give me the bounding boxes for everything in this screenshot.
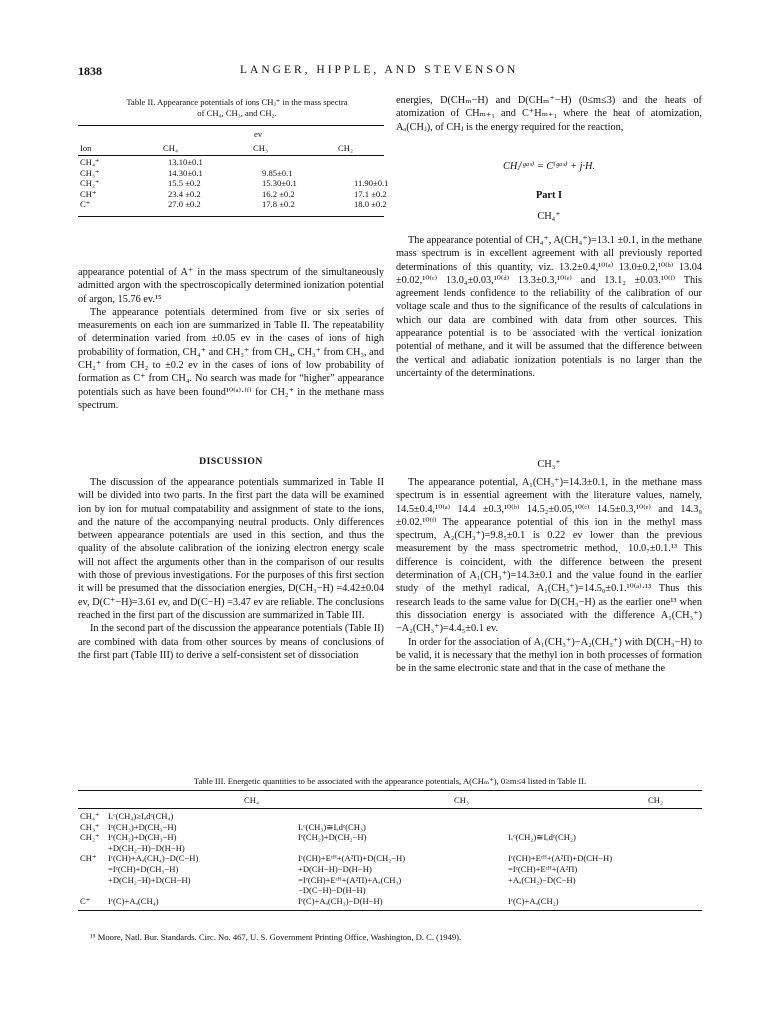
- table-cell: [78, 885, 106, 896]
- ch4-subheading: CH₄⁺: [537, 211, 561, 222]
- table-cell: CH₄⁺: [80, 157, 100, 167]
- table-cell: Iᵥᶜ(CH₂)≅Iₐdᶜ(CH₂): [508, 832, 576, 843]
- table-cell: [78, 843, 106, 854]
- table-row: [78, 822, 696, 833]
- table-cell: +D(CH−H)−D(H−H): [298, 863, 372, 874]
- table-cell: CH⁺: [80, 853, 97, 864]
- table-row: [78, 885, 696, 896]
- table-cell: CH₃⁺: [80, 821, 100, 832]
- table-cell: 17.1 ±0.2: [354, 188, 387, 199]
- table-cell: [78, 864, 106, 875]
- table-cell: [296, 843, 506, 854]
- table2-top-rule: [78, 125, 384, 126]
- table-cell: [506, 811, 696, 822]
- table-cell: 14.30±0.1: [168, 167, 203, 178]
- left-paragraph-3: The discussion of the appearance potentials summarized in Table II will be divided into two parts. In the first part the data will be examined ion by ion for mutual compatability and assignment of state to the ions, and the nature of the accompanying neutral products. Only differences between appearance potentials are used in this section, and thus the quality of the absolute calibration of the ionizing electron energy scale will not affect the arguments other than in the comparison of our results with those of previous investigations. For the purposes of this first section it will be presumed that the dissociation energies, D(CH₃−H) =4.42±0.04 ev, D(C⁺−H)=3.61 ev, and D(C−H) =3.47 ev are reliable. The conclusions reached in the first part of the discussion are summarized in Table III.: [78, 477, 384, 621]
- footnote: ¹⁵ Moore, Natl. Bur. Standards. Circ. No. 467, U. S. Government Printing Office, Washington, D. C. (1949).: [90, 932, 462, 942]
- table-cell: C⁺: [80, 895, 91, 906]
- table-cell: Iᶜ(CH₂)+D(CH₂−H): [298, 832, 367, 843]
- table-cell: Iᶜ(C)+Aₐ(CH₂): [508, 895, 559, 906]
- table3-bottom-rule: [78, 910, 702, 911]
- table-cell: CH₄⁺: [80, 811, 100, 821]
- table-cell: 11.90±0.1: [354, 178, 389, 189]
- table-cell: =Iᶜ(CH)+D(CH₃−H): [108, 863, 179, 874]
- table-cell: 27.0 ±0.2: [168, 199, 201, 210]
- table-row: [78, 843, 696, 854]
- table-cell: Iᶜ(C)+Aₐ(CH₃)−D(H−H): [298, 895, 383, 906]
- table-row: [78, 199, 400, 210]
- right-paragraph-3: The appearance potential, A₁(CH₃⁺)=14.3±0.1, in the methane mass spectrum is in essential agreement with the literature values, namely, 14.5±0.4,¹⁰⁽ᵃ⁾ 14.4 ±0.3,¹⁰⁽ᵇ⁾ 14.5₂±0.05,¹⁰⁽ᶜ⁾ 14.5±0.3,¹⁰⁽ᵉ⁾ and 14.3₉ ±0.02.¹⁰⁽ᶠ⁾ The appearance potential of this ion in the methyl mass spectrum, A₂(CH₃⁺)=9.8₅±0.1 is 0.22 ev lower than the previous measurement by the mass spectrometric method,ˌ 10.0₇±0.1.¹³ This difference is coincident, with the difference between the present determination of A₁(CH₃⁺)=14.3±0.1 and the value found in the earlier study of the methyl radical, A₁(CH₃⁺)=14.5₀±0.1.¹⁰⁽ᵃ⁾·¹³ Thus this research leads to the same value for D(CH₃−H) as the earlier one¹³ when this dissociation energy is associated with the difference A₁(CH₃⁺)−A₂(CH₃⁺)=4.4₅±0.1 ev.: [396, 477, 702, 635]
- table-cell: 9.85±0.1: [262, 167, 293, 178]
- table-cell: =Iᶜ(CH)+Eᶜᴴ+(A²Π)+Aₐ(CH₃): [298, 874, 402, 885]
- table3-header-ch2: CH₂: [648, 795, 663, 805]
- table-row: [78, 896, 696, 907]
- table2-caption-line2: of CH₄, CH₃, and CH₂.: [197, 108, 277, 118]
- table2-caption: [78, 97, 396, 119]
- right-column-ch4: [396, 234, 702, 380]
- right-paragraph-4: In order for the association of A₁(CH₃⁺)−A₂(CH₃⁺) with D(CH₃−H) to be valid, it is necessary that the methyl ion in both processes of formation be in the same electronic state and that in the case of methane the: [396, 636, 702, 675]
- table-cell: CH₂⁺: [80, 832, 100, 843]
- table-cell: CH₃⁺: [80, 167, 100, 178]
- part-one-heading: Part I: [535, 190, 563, 201]
- right-column: [396, 94, 702, 134]
- table2-header-ch4: CH₄: [163, 143, 178, 153]
- ch3-subheading: CH₃⁺: [537, 459, 561, 470]
- table-cell: [106, 885, 296, 896]
- table2-header-ch2: CH₂: [338, 143, 353, 153]
- table-row: [78, 875, 696, 886]
- table-cell: [352, 168, 400, 179]
- table-cell: Iᶜ(CH₃)+D(CH₃−H): [108, 821, 177, 832]
- table-cell: −D(C−H)−D(H−H): [298, 885, 366, 896]
- table3-header-ch4: CH₄: [244, 795, 259, 805]
- table-row: [78, 832, 696, 843]
- table-cell: +Aₐ(CH₂)−D(C−H): [508, 874, 576, 885]
- table-cell: 13.10±0.1: [168, 157, 203, 167]
- right-paragraph-1: energies, D(CHₘ−H) and D(CHₘ⁺−H) (0≤m≤3) and the heats of atomization of CHₘ₊₁ and C⁺Hₘ₊₁ where the heat of atomization, Aₐ(CHⱼ), of CHⱼ is the energy required for the reaction,: [396, 95, 702, 133]
- left-column-lower: [78, 476, 384, 662]
- table-cell: Iᵥᶜ(CH₃)≅Iₐdᶜ(CH₃): [298, 821, 366, 832]
- table3-top-rule: [78, 790, 702, 791]
- table2-header-ion: Ion: [80, 143, 92, 153]
- discussion-heading: DISCUSSION: [199, 456, 263, 467]
- table-cell: 17.8 ±0.2: [262, 199, 295, 210]
- table-cell: 18.0 ±0.2: [354, 199, 387, 210]
- table-row: [78, 853, 696, 864]
- table2-unit: ev: [254, 129, 263, 139]
- table-cell: Iᶜ(C)+Aₐ(CH₄): [108, 895, 159, 906]
- left-paragraph-4: In the second part of the discussion the appearance potentials (Table II) are combined with data from other sources by means of conclusions of the first part (Table III) to derive a self-consistent set of dissociation: [78, 623, 384, 661]
- table-cell: CH₂⁺: [80, 178, 100, 189]
- table-cell: =Iᶜ(CH)+Eᶜᴴ+(A²Π): [508, 863, 578, 874]
- table-row: [78, 811, 696, 822]
- table-row: [78, 168, 400, 179]
- table-cell: Iᶜ(CH)+Aₐ(CH₄)−D(C−H): [108, 853, 199, 864]
- table-cell: [260, 157, 352, 168]
- table-cell: 16.2 ±0.2: [262, 188, 295, 199]
- table3-header-ch3: CH₃: [454, 795, 469, 805]
- table-row: [78, 864, 696, 875]
- table-row: [78, 157, 400, 168]
- page-number: 1838: [78, 64, 102, 78]
- table2-mid-rule: [78, 155, 384, 156]
- table-row: [78, 189, 400, 200]
- table-cell: +D(CH₂−H)+D(CH−H): [108, 874, 191, 885]
- right-column-ch3: [396, 476, 702, 675]
- table2-bottom-rule: [78, 216, 384, 217]
- left-column: [78, 266, 384, 412]
- table3-body: [78, 811, 696, 906]
- table-cell: 15.30±0.1: [262, 178, 297, 189]
- reaction-equation: CHⱼ⁽ᵍᵃˢ⁾ = C⁽ᵍᵃˢ⁾ + j·H.: [502, 161, 596, 172]
- table2-header-ch3: CH₃: [253, 143, 268, 153]
- table-cell: [506, 822, 696, 833]
- table-cell: Iᶜ(CH₂)+D(CH₃−H): [108, 832, 177, 843]
- left-paragraph-1: appearance potential of A⁺ in the mass spectrum of the simultaneously admitted argon with the spectroscopically determined ionization potential of argon, 15.76 ev.¹⁵: [78, 267, 384, 305]
- left-paragraph-2: The appearance potentials determined from five or six series of measurements on each ion are summarized in Table II. The repeatability of determination varied from ±0.05 ev in the cases of ions of high probability of formation, CH₄⁺ and CH₃⁺ from CH₄, CH₃⁺ from CH₃, and CH₂⁺ from CH₂ to ±0.2 ev in the cases of ions of low probability of formation as C⁺ from CH₄. No search was made for “higher” appearance potentials such as have been found¹⁰⁽ᵃ⁾·⁽ᶠ⁾ for CH₂⁺ in the methane mass spectrum.: [78, 306, 384, 411]
- table-cell: [296, 811, 506, 822]
- right-paragraph-2: The appearance potential of CH₄⁺, A(CH₄⁺)=13.1 ±0.1, in the methane mass spectrum is in excellent agreement with all previously reported determinations of this quantity, viz. 13.2±0.4,¹⁰⁽ᵃ⁾ 13.0±0.2,¹⁰⁽ᵇ⁾ 13.04 ±0.02,¹⁰⁽ᶜ⁾ 13.0₄±0.03,¹⁰⁽ᵈ⁾ 13.3±0.3,¹⁰⁽ᵉ⁾ and 13.1₂ ±0.03.¹⁰⁽ᶠ⁾ This agreement lends confidence to the reliability of the calibration of our voltage scale and thus to the significance of the results of calculations in which our data are combined with data from other sources. This appearance potential is to be associated with the vertical ionization potential of methane, and it will be assumed that the difference between the vertical and adiabatic ionization potentials is no larger than the uncertainty of the determinations.: [396, 235, 702, 379]
- table2-caption-line1: Table II. Appearance potentials of ions CHⱼ⁺ in the mass spectra: [126, 97, 348, 107]
- table-cell: Iᵥᶜ(CH₄)≥Iₐdᶜ(CH₄): [108, 811, 174, 821]
- table-cell: +D(CH₂−H)−D(H−H): [108, 842, 185, 853]
- table2-body: [78, 157, 400, 210]
- table-cell: [352, 157, 400, 168]
- table3-caption: Table III. Energetic quantities to be associated with the appearance potentials, A(CHₘ⁺), 0≥m≤4 listed in Table II.: [193, 776, 587, 786]
- running-head: LANGER, HIPPLE, AND STEVENSON: [240, 64, 519, 76]
- table-cell: [78, 875, 106, 886]
- table-cell: Iᶜ(CH)+Eᶜᴴ+(A²Π)+D(CH−H): [508, 853, 613, 864]
- table-row: [78, 178, 400, 189]
- table3-mid-rule: [78, 808, 702, 809]
- table-cell: [506, 885, 696, 896]
- table-cell: CH⁺: [80, 188, 97, 199]
- table-cell: 23.4 ±0.2: [168, 188, 201, 199]
- table-cell: 15.5 ±0.2: [168, 178, 201, 189]
- table-cell: [506, 843, 696, 854]
- table-cell: Iᶜ(CH)+Eᶜᴴ+(A²Π)+D(CH₂−H): [298, 853, 406, 864]
- table-cell: C⁺: [80, 199, 91, 210]
